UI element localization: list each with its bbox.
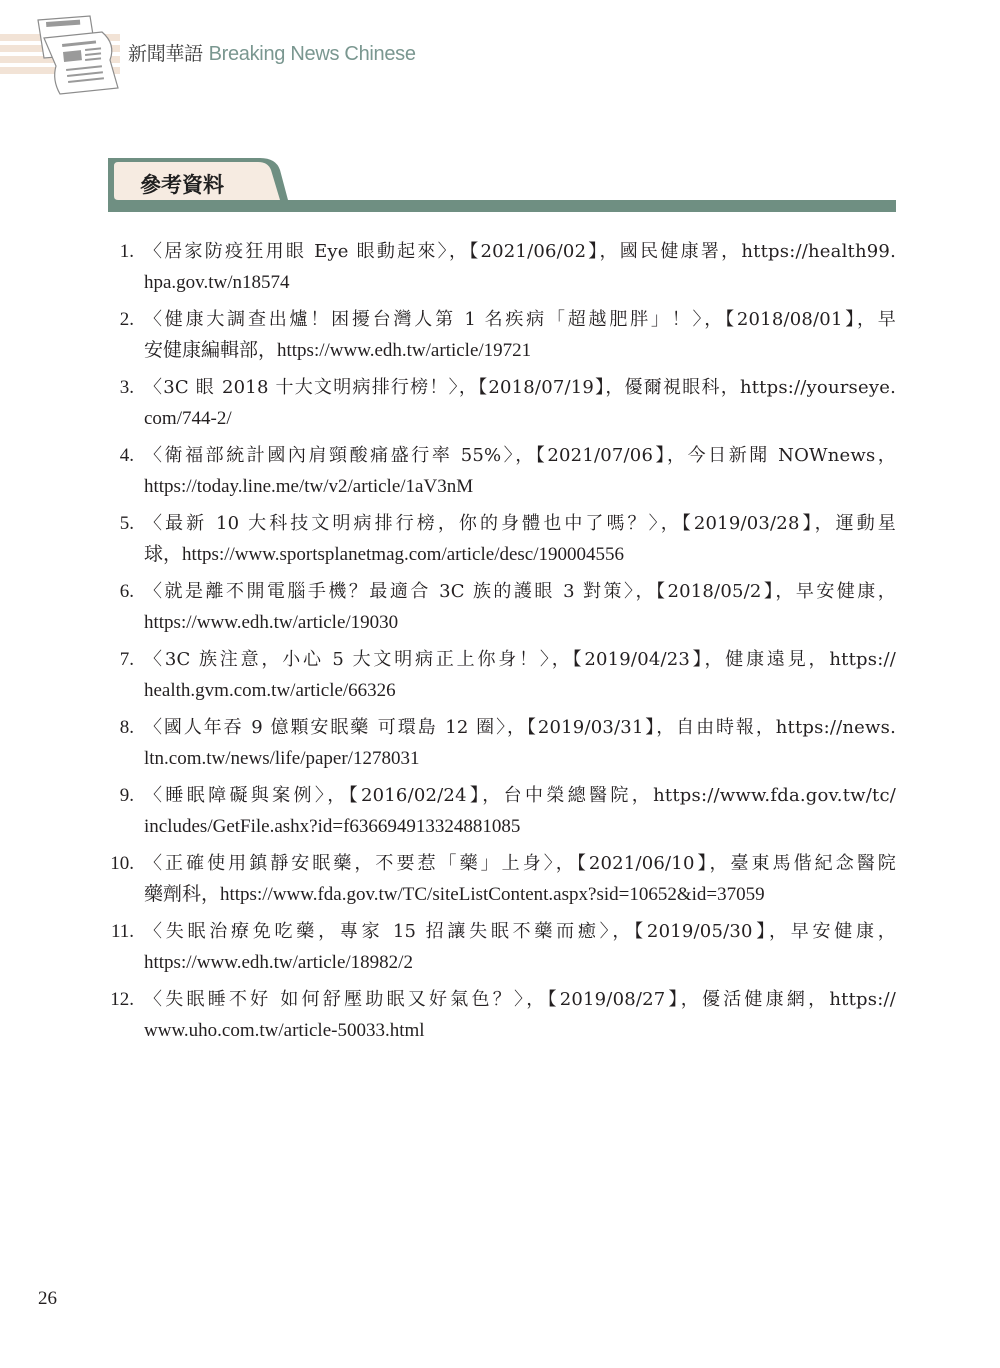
reference-text-line2: health.gvm.com.tw/article/66326 [144,680,396,701]
reference-number: 9. [119,785,134,806]
book-title-chinese: 新聞華語 [128,43,203,65]
reference-number: 12. [110,989,134,1010]
reference-text-line1: 〈失眠睡不好 如何舒壓助眠又好氣色？〉，【2019/08/27】，優活健康網，https:// [144,989,896,1010]
reference-text-line2: 藥劑科，https://www.fda.gov.tw/TC/siteListContent.aspx?sid=10652&id=37059 [144,884,765,905]
reference-item [100,234,897,302]
reference-text-line2: hpa.gov.tw/n18574 [144,272,290,293]
reference-text-line2: https://www.edh.tw/article/19030 [144,612,399,633]
reference-text-line1: 〈失眠治療免吃藥，專家 15 招讓失眠不藥而癒〉，【2019/05/30】，早安健康， [144,921,896,942]
reference-item [100,438,897,506]
reference-text-line2: includes/GetFile.ashx?id=f636694913324881085 [144,816,521,837]
reference-number: 4. [119,445,134,466]
reference-number: 1. [119,241,134,262]
reference-text-line1: 〈3C 眼 2018 十大文明病排行榜！〉，【2018/07/19】，優爾視眼科，https://yourseye. [144,377,896,398]
book-title [128,40,416,68]
reference-text-line1: 〈3C 族注意，小心 5 大文明病正上你身！〉，【2019/04/23】，健康遠見，https:// [144,649,896,670]
reference-number: 6. [119,581,134,602]
book-title-english: Breaking News Chinese [208,43,416,65]
reference-item [100,370,897,438]
reference-item [100,914,897,982]
page-header [0,0,1000,110]
reference-list [100,234,897,1050]
reference-number: 7. [119,649,134,670]
reference-item [100,506,897,574]
reference-text-line1: 〈就是離不開電腦手機？最適合 3C 族的護眼 3 對策〉，【2018/05/2】，早安健康， [144,581,896,602]
reference-text-line2: ltn.com.tw/news/life/paper/1278031 [144,748,420,769]
page-number: 26 [38,1288,57,1309]
reference-item [100,302,897,370]
reference-text-line1: 〈衛福部統計國內肩頸酸痛盛行率 55%〉，【2021/07/06】，今日新聞 NOWnews， [144,445,896,466]
reference-number: 2. [119,309,134,330]
reference-text-line1: 〈最新 10 大科技文明病排行榜，你的身體也中了嗎？〉，【2019/03/28】，運動星 [144,513,896,534]
newspaper-icon [30,14,122,96]
reference-text-line2: https://www.edh.tw/article/18982/2 [144,952,413,973]
reference-text-line1: 〈國人年吞 9 億顆安眠藥 可環島 12 圈〉，【2019/03/31】，自由時報，https://news. [144,717,896,738]
reference-number: 8. [119,717,134,738]
reference-text-line2: 安健康編輯部，https://www.edh.tw/article/19721 [144,340,532,361]
reference-item [100,574,897,642]
reference-text-line2: 球，https://www.sportsplanetmag.com/article/desc/190004556 [144,544,625,565]
section-heading [108,156,896,216]
reference-number: 11. [110,921,134,942]
reference-text-line2: www.uho.com.tw/article-50033.html [144,1020,425,1041]
reference-item [100,778,897,846]
reference-text-line1: 〈睡眠障礙與案例〉，【2016/02/24】，台中榮總醫院，https://www.fda.gov.tw/tc/ [144,785,896,806]
reference-item [100,642,897,710]
reference-text-line1: 〈正確使用鎮靜安眠藥，不要惹「藥」上身〉，【2021/06/10】，臺東馬偕紀念醫院 [144,853,896,874]
reference-text-line1: 〈居家防疫狂用眼 Eye 眼動起來〉，【2021/06/02】，國民健康署，https://health99. [144,241,896,262]
reference-item [100,710,897,778]
reference-number: 3. [119,377,134,398]
reference-number: 10. [110,853,134,874]
reference-text-line2: com/744-2/ [144,408,232,429]
section-title: 參考資料 [140,173,224,197]
reference-item [100,982,897,1050]
reference-text-line2: https://today.line.me/tw/v2/article/1aV3nM [144,476,474,497]
reference-item [100,846,897,914]
reference-number: 5. [119,513,134,534]
reference-text-line1: 〈健康大調查出爐！困擾台灣人第 1 名疾病「超越肥胖」！〉，【2018/08/01】，早 [144,309,896,330]
